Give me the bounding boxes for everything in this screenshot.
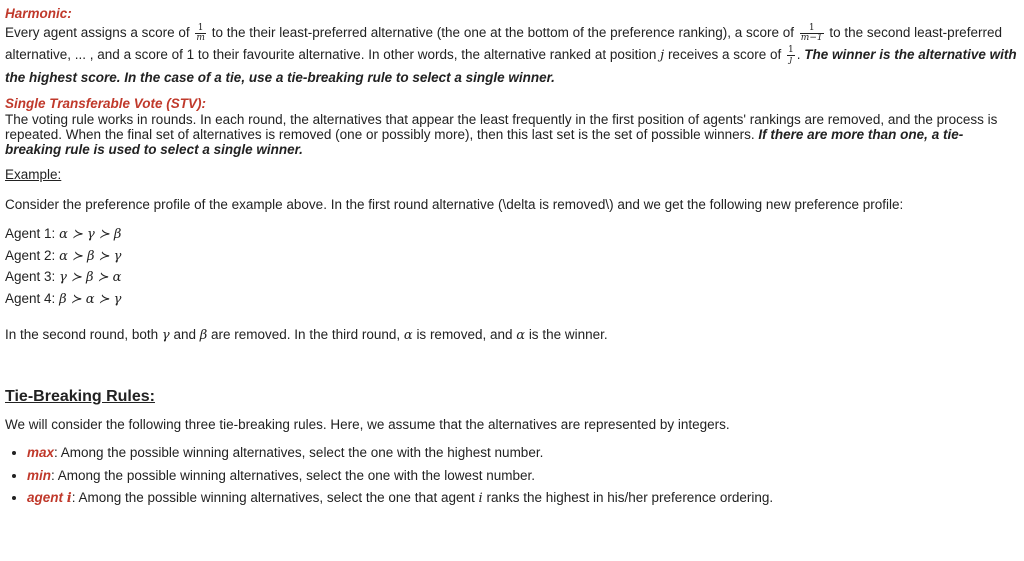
agent-ranking: α ≻ β ≻ γ [59,248,122,264]
agent-name: Agent 4: [5,290,56,306]
rule-text: : Among the possible winning alternatives, select the one with the highest number. [54,445,544,460]
var-j: j [660,48,665,63]
document-page [5,6,1017,511]
fraction-1-over-m [195,24,206,43]
var-i: i [66,491,72,506]
agent-ranking: β ≻ α ≻ γ [59,291,122,307]
rule-name: agent [27,490,64,505]
harmonic-text-1: Every agent assigns a score of [5,25,190,40]
rule-item-max [27,442,1017,465]
agent-row [5,224,1017,246]
agent-name: Agent 1: [5,226,56,241]
example-label [5,164,1017,186]
var-beta: β [199,328,208,343]
harmonic-paragraph [5,22,1017,89]
rule-name: max [27,445,55,460]
conclusion-text-1: In the second round, both [5,327,159,342]
conclusion-text-4: is removed, and [416,327,513,342]
agent-ranking: γ ≻ β ≻ α [59,270,122,285]
frac1-numerator: 1 [195,24,206,34]
stv-paragraph [5,112,1017,157]
agent-name: Agent 3: [5,269,56,284]
rule-item-min [27,465,1017,488]
tie-breaking-list [5,442,1017,511]
rule-text: : Among the possible winning alternatives, select the one that agent [71,490,475,505]
agent-name: Agent 2: [5,247,56,263]
agent-row [5,267,1017,289]
var-i: i [478,491,483,506]
agent-row [5,289,1017,311]
frac3-denominator: j [789,54,793,65]
fraction-1-over-m-minus-1 [800,24,824,43]
frac2-numerator: 1 [800,24,824,34]
harmonic-text-4: receives a score of [667,47,782,62]
tie-breaking-intro: We will consider the following three tie-breaking rules. Here, we assume that the alternatives are represented by integers. [5,417,730,432]
conclusion-text-2: and [173,327,196,342]
example-intro: Consider the preference profile of the example above. In the first round alternative (\delta is removed\) and we get the following new preference profile: [5,197,904,212]
rule-text-2: ranks the highest in his/her preference ordering. [486,490,774,505]
agent-row [5,246,1017,268]
stv-title: Single Transferable Vote (STV): [5,96,207,111]
var-alpha: α [403,328,413,343]
harmonic-title: Harmonic: [5,6,72,21]
fraction-1-over-j [787,46,795,65]
example-conclusion [5,324,1017,347]
frac2-denominator: m−1 [800,32,823,43]
harmonic-bold-tail: The winner is the alternative with the highest score. In the case of a tie, use a tie-breaking rule to select a single winner. [5,47,1017,85]
rule-text: : Among the possible winning alternatives, select the one with the lowest number. [51,467,536,483]
var-gamma: γ [161,328,170,343]
conclusion-text-3: are removed. In the third round, [211,327,401,342]
example-link[interactable]: Example: [5,167,62,182]
agent-ranking: α ≻ γ ≻ β [59,227,122,242]
harmonic-text-3: to the second least-preferred alternative, ... , and a score of 1 to their favourite alternative. In other words, the alternative ranked at position [5,25,1002,62]
conclusion-text-5: is the winner. [528,327,608,342]
harmonic-text-5: . [796,47,801,62]
frac3-numerator: 1 [788,44,794,55]
var-alpha: α [516,328,526,343]
stv-bold-italic: If there are more than one, [758,127,928,142]
frac1-denominator: m [196,32,205,43]
rule-name: min [27,467,52,483]
harmonic-text-2: to the their least-preferred alternative (the one at the bottom of the preference ranking), a score of [211,25,795,40]
stv-body: The voting rule works in rounds. In each round, the alternatives that appear the least frequently in the first position of agents' rankings are removed, and the process is repeated. When the final set of alternatives is removed (one or possibly more), then this last set is the set of possible winners. [5,112,998,142]
tie-breaking-title: Tie-Breaking Rules: [5,388,155,405]
rule-item-agent [27,487,1017,511]
stv-bold-tail: a tie-breaking rule is used to select a single winner. [5,127,964,157]
agent-list [5,224,1017,310]
